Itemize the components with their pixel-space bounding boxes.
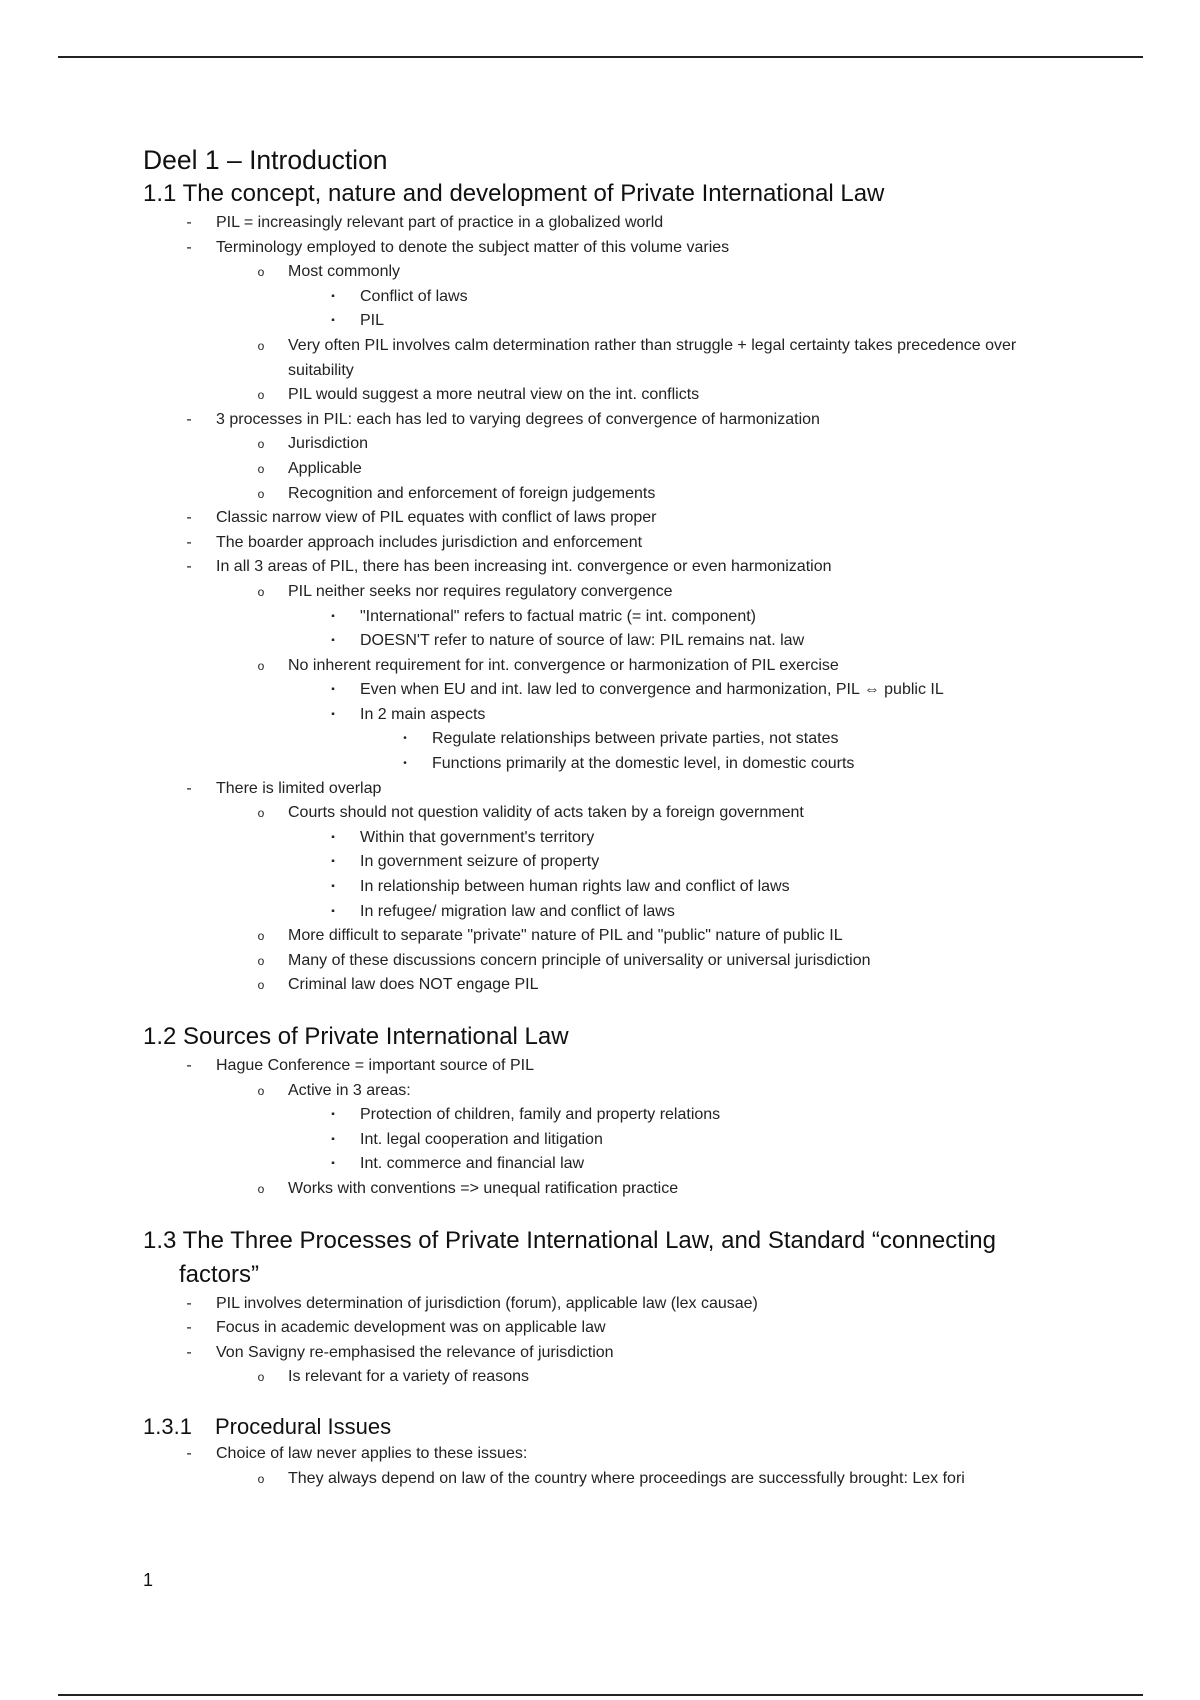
list-item — [143, 580, 1073, 605]
list-item — [143, 383, 1073, 408]
list-item-text: Classic narrow view of PIL equates with conflict of laws proper — [216, 509, 657, 527]
bullet-marker-icon: ▪ — [331, 1133, 335, 1145]
list-item-text: More difficult to separate "private" nature of PIL and "public" nature of public IL — [288, 927, 843, 945]
bullet-list-1-2 — [143, 1054, 1073, 1202]
bullet-marker-icon: o — [257, 978, 265, 993]
list-item — [143, 801, 1073, 826]
list-item — [143, 949, 1073, 974]
list-item-text: Conflict of laws — [360, 287, 468, 305]
list-item-text: Recognition and enforcement of foreign judgements — [288, 484, 656, 502]
bullet-marker-icon: - — [186, 1444, 192, 1462]
list-item — [143, 482, 1073, 507]
list-item-text: Most commonly — [288, 263, 401, 281]
bullet-marker-icon: - — [186, 410, 192, 428]
section-heading-1-1: 1.1 The concept, nature and development of Private International Law — [143, 180, 885, 207]
list-item — [143, 1467, 1073, 1492]
bullet-marker-icon: o — [257, 437, 265, 452]
list-item — [143, 1341, 1073, 1366]
list-item-text: In 2 main aspects — [360, 705, 486, 723]
bullet-list-1-3-1 — [143, 1442, 1073, 1491]
list-item-text: Focus in academic development was on applicable law — [216, 1319, 606, 1337]
list-item-text: "International" refers to factual matric (= int. component) — [360, 607, 756, 625]
list-item-text: The boarder approach includes jurisdiction and enforcement — [216, 533, 643, 551]
list-item — [143, 408, 1073, 433]
list-item-text: Applicable — [288, 459, 362, 477]
bullet-list-1-1 — [143, 211, 1073, 998]
list-item — [143, 236, 1073, 261]
bullet-marker-icon: - — [186, 238, 192, 256]
list-item-text: Terminology employed to denote the subject matter of this volume varies — [216, 238, 730, 256]
list-item-text: No inherent requirement for int. convergence or harmonization of PIL exercise — [288, 656, 839, 674]
document-body — [143, 143, 1073, 1491]
bullet-marker-icon: - — [186, 214, 192, 231]
list-item — [143, 260, 1073, 285]
list-item — [143, 1152, 1073, 1177]
bullet-marker-icon: o — [257, 584, 265, 599]
bullet-list-1-3 — [143, 1292, 1073, 1390]
list-item-text: Many of these discussions concern principle of universality or universal jurisdiction — [288, 951, 871, 969]
list-item-text: In government seizure of property — [360, 853, 600, 871]
list-item — [143, 211, 1073, 236]
list-item — [143, 605, 1073, 630]
list-item-text: In refugee/ migration law and conflict of laws — [360, 902, 675, 920]
list-item-text: Hague Conference = important source of PIL — [216, 1057, 534, 1074]
list-item-text: Jurisdiction — [288, 435, 369, 453]
list-item — [143, 703, 1073, 728]
list-item — [143, 1365, 1073, 1390]
bullet-marker-icon: - — [186, 1319, 192, 1337]
bullet-marker-icon: ▪ — [331, 881, 335, 893]
list-item-text: 3 processes in PIL: each has led to varying degrees of convergence of harmonization — [216, 410, 820, 428]
bullet-marker-icon: o — [257, 953, 265, 968]
list-item-text: PIL involves determination of jurisdiction (forum), applicable law (lex causae) — [216, 1294, 758, 1312]
bullet-marker-icon: o — [257, 806, 265, 821]
list-item — [143, 1054, 1073, 1079]
list-item-text: They always depend on law of the country where proceedings are successfully brought: Lex fori — [288, 1469, 965, 1487]
list-item — [143, 555, 1073, 580]
bullet-marker-icon: o — [257, 658, 265, 673]
bullet-marker-icon: ▪ — [331, 1109, 335, 1121]
list-item — [143, 850, 1073, 875]
list-item-text: Regulate relationships between private parties, not states — [432, 730, 839, 748]
bullet-marker-icon: o — [257, 388, 265, 403]
list-item — [143, 752, 1073, 777]
list-item — [143, 1103, 1073, 1128]
list-item — [143, 1316, 1073, 1341]
list-item — [143, 334, 1073, 383]
bullet-marker-icon: o — [257, 1471, 265, 1486]
bullet-marker-icon: o — [257, 1181, 265, 1196]
list-item-text: In all 3 areas of PIL, there has been increasing int. convergence or even harmonization — [216, 558, 832, 576]
list-item-text: PIL neither seeks nor requires regulatory convergence — [288, 582, 673, 600]
list-item-text: Int. legal cooperation and litigation — [360, 1130, 603, 1148]
list-item — [143, 285, 1073, 310]
list-item-text: PIL would suggest a more neutral view on the int. conflicts — [288, 386, 700, 404]
bullet-marker-icon: - — [186, 533, 192, 551]
bullet-marker-icon: o — [257, 265, 265, 280]
list-item-text: Very often PIL involves calm determination rather than struggle + legal certainty takes precedence over suitability — [288, 336, 1017, 379]
list-item — [143, 629, 1073, 654]
list-item — [143, 727, 1073, 752]
subsection-title: Procedural Issues — [215, 1413, 392, 1439]
bullet-marker-icon: ▪ — [331, 684, 335, 696]
bullet-marker-icon: ▪ — [331, 831, 335, 843]
list-item — [143, 777, 1073, 802]
list-item — [143, 432, 1073, 457]
section-heading-1-2: 1.2 Sources of Private International Law — [143, 1023, 569, 1050]
bullet-marker-icon: o — [257, 338, 265, 353]
bullet-marker-icon: ▪ — [331, 315, 335, 327]
list-item-text: DOESN'T refer to nature of source of law: PIL remains nat. law — [360, 632, 805, 650]
list-item-text: Choice of law never applies to these issues: — [216, 1444, 528, 1462]
header-rule — [58, 56, 1143, 58]
document-title: Deel 1 – Introduction — [143, 145, 388, 175]
page-number: 1 — [143, 1570, 154, 1590]
list-item — [143, 1079, 1073, 1104]
list-item — [143, 900, 1073, 925]
bullet-marker-icon: ▪ — [331, 635, 335, 647]
bullet-marker-icon: • — [403, 733, 407, 745]
list-item-text: Is relevant for a variety of reasons — [288, 1368, 529, 1386]
subsection-number: 1.3.1 — [143, 1413, 192, 1439]
list-item — [143, 924, 1073, 949]
section-heading-1-3: 1.3 The Three Processes of Private International Law, and Standard “connecting factors” — [143, 1226, 996, 1288]
bullet-marker-icon: - — [186, 1057, 192, 1074]
list-item-text: Even when EU and int. law led to convergence and harmonization, PIL ⇔ public IL — [360, 681, 944, 699]
list-item — [143, 875, 1073, 900]
list-item-text: Active in 3 areas: — [288, 1081, 411, 1099]
list-item — [143, 654, 1073, 679]
list-item-text: There is limited overlap — [216, 779, 382, 797]
list-item-text: Functions primarily at the domestic level, in domestic courts — [432, 755, 855, 773]
bullet-marker-icon: ▪ — [331, 1158, 335, 1170]
list-item — [143, 973, 1073, 998]
list-item-text: PIL = increasingly relevant part of practice in a globalized world — [216, 214, 664, 231]
list-item — [143, 678, 1073, 703]
bullet-marker-icon: ▪ — [331, 708, 335, 720]
list-item — [143, 506, 1073, 531]
bullet-marker-icon: - — [186, 1343, 192, 1361]
bullet-marker-icon: ▪ — [331, 905, 335, 917]
list-item-text: Int. commerce and financial law — [360, 1155, 585, 1173]
bullet-marker-icon: - — [186, 558, 192, 576]
list-item — [143, 1177, 1073, 1202]
bullet-marker-icon: o — [257, 486, 265, 501]
list-item — [143, 1292, 1073, 1317]
bullet-marker-icon: o — [257, 461, 265, 476]
bullet-marker-icon: o — [257, 1370, 265, 1385]
list-item-text: PIL — [360, 312, 385, 330]
bullet-marker-icon: ▪ — [331, 610, 335, 622]
footer-rule — [58, 1694, 1143, 1696]
list-item-text: Within that government's territory — [360, 828, 595, 846]
list-item — [143, 457, 1073, 482]
list-item — [143, 826, 1073, 851]
subsection-heading-1-3-1 — [143, 1412, 1073, 1442]
list-item-text: Von Savigny re-emphasised the relevance of jurisdiction — [216, 1343, 614, 1361]
list-item — [143, 531, 1073, 556]
bullet-marker-icon: • — [403, 758, 407, 770]
list-item — [143, 309, 1073, 334]
list-item-text: Works with conventions => unequal ratification practice — [288, 1179, 679, 1197]
list-item — [143, 1442, 1073, 1467]
list-item-text: Protection of children, family and property relations — [360, 1106, 721, 1124]
bullet-marker-icon: - — [186, 1294, 192, 1312]
bullet-marker-icon: - — [186, 509, 192, 527]
list-item-text: Criminal law does NOT engage PIL — [288, 976, 539, 994]
bullet-marker-icon: - — [186, 779, 192, 797]
bullet-marker-icon: ▪ — [331, 290, 335, 302]
bullet-marker-icon: o — [257, 1083, 265, 1098]
list-item-text: In relationship between human rights law and conflict of laws — [360, 878, 790, 896]
list-item — [143, 1128, 1073, 1153]
bullet-marker-icon: o — [257, 929, 265, 944]
list-item-text: Courts should not question validity of acts taken by a foreign government — [288, 804, 804, 822]
bullet-marker-icon: ▪ — [331, 856, 335, 868]
